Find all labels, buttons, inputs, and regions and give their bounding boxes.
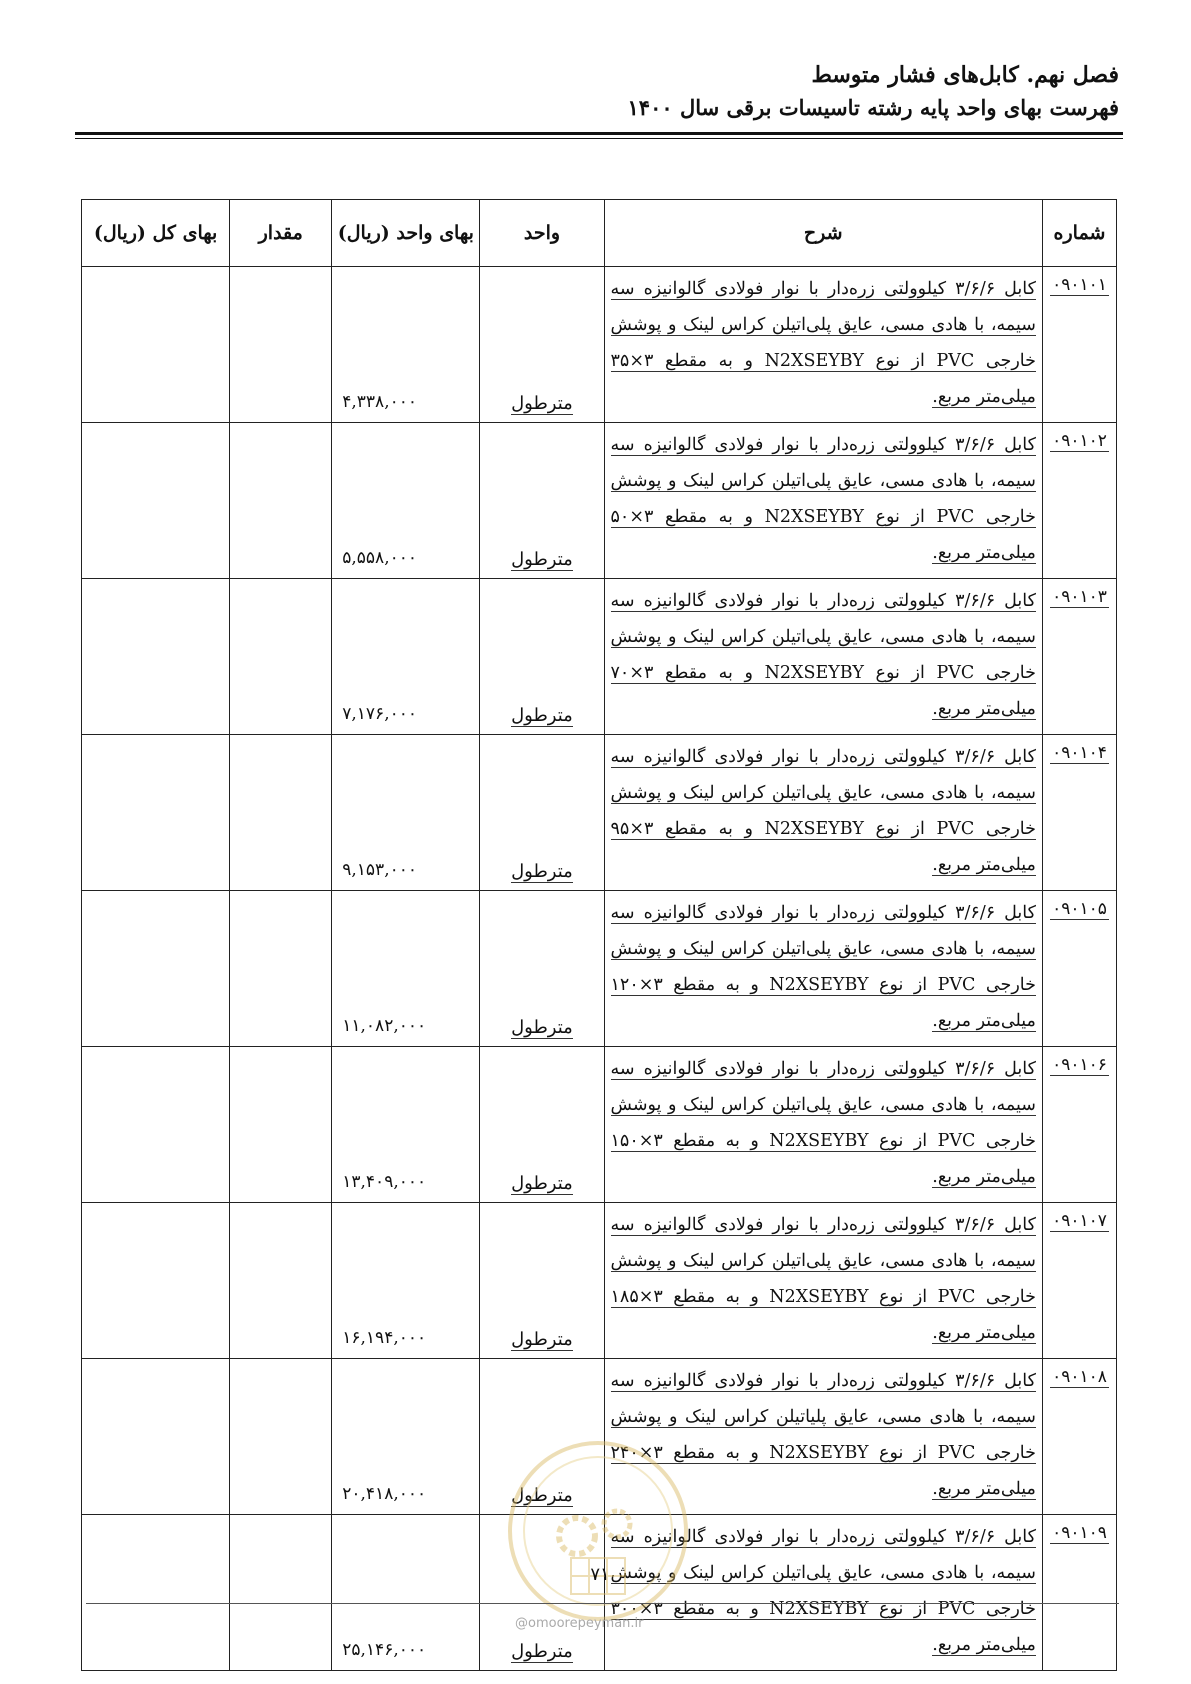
item-unit — [480, 579, 604, 735]
item-unit-price: ۱۳,۴۰۹,۰۰۰ — [332, 1047, 480, 1203]
item-unit — [480, 1047, 604, 1203]
item-quantity — [230, 579, 332, 735]
item-quantity — [230, 891, 332, 1047]
item-number-text: ۰۹۰۱۰۹ — [1052, 1523, 1107, 1543]
item-quantity — [230, 1359, 332, 1515]
item-number — [1042, 735, 1116, 891]
item-description — [604, 1203, 1042, 1359]
item-number-text: ۰۹۰۱۰۷ — [1052, 1211, 1107, 1231]
item-quantity — [230, 735, 332, 891]
item-unit-text: مترطول — [511, 1485, 573, 1506]
item-unit-text: مترطول — [511, 1641, 573, 1662]
item-number — [1042, 267, 1116, 423]
table-row — [82, 1203, 1117, 1359]
item-unit — [480, 891, 604, 1047]
item-number — [1042, 579, 1116, 735]
table-row — [82, 423, 1117, 579]
item-total-price — [82, 735, 230, 891]
table-row — [82, 1047, 1117, 1203]
col-header-total-price: بهای کل (ریال) — [82, 200, 230, 267]
item-total-price — [82, 579, 230, 735]
table-row — [82, 891, 1117, 1047]
item-unit-price: ۷,۱۷۶,۰۰۰ — [332, 579, 480, 735]
item-unit-text: مترطول — [511, 1017, 573, 1038]
document-subtitle: فهرست بهای واحد پایه رشته تاسیسات برقی سال ۱۴۰۰ — [627, 95, 1119, 120]
item-unit — [480, 267, 604, 423]
item-number-text: ۰۹۰۱۰۵ — [1052, 899, 1107, 919]
item-number-text: ۰۹۰۱۰۶ — [1052, 1055, 1107, 1075]
item-unit — [480, 735, 604, 891]
table-header-row — [82, 200, 1117, 267]
col-header-unit-price: بهای واحد (ریال) — [332, 200, 480, 267]
item-description-text: کابل ۳/۶/۶ کیلوولتی زره‌دار با نوار فولادی گالوانیزه سه سیمه، با هادی مسی، عایق پلیاتیلن کراس لینک و پوشش خارجی PVC از نوع N2XSEYBY و به مقطع ۳×۲۴۰ میلی‌متر مربع. — [610, 1371, 1036, 1499]
item-unit-text: مترطول — [511, 1173, 573, 1194]
item-number-text: ۰۹۰۱۰۴ — [1052, 743, 1107, 763]
item-unit-price: ۲۰,۴۱۸,۰۰۰ — [332, 1359, 480, 1515]
table-row — [82, 267, 1117, 423]
item-total-price — [82, 891, 230, 1047]
item-number-text: ۰۹۰۱۰۸ — [1052, 1367, 1107, 1387]
item-description — [604, 267, 1042, 423]
item-total-price — [82, 1047, 230, 1203]
item-quantity — [230, 1515, 332, 1671]
item-description-text: کابل ۳/۶/۶ کیلوولتی زره‌دار با نوار فولادی گالوانیزه سه سیمه، با هادی مسی، عایق پلی‌اتیلن کراس لینک و پوشش خارجی PVC از نوع N2XSEYBY و به مقطع ۳×۳۵ میلی‌متر مربع. — [610, 279, 1036, 407]
item-number-text: ۰۹۰۱۰۱ — [1052, 275, 1107, 295]
col-header-quantity: مقدار — [230, 200, 332, 267]
item-unit-price: ۲۵,۱۴۶,۰۰۰ — [332, 1515, 480, 1671]
item-description-text: کابل ۳/۶/۶ کیلوولتی زره‌دار با نوار فولادی گالوانیزه سه سیمه، با هادی مسی، عایق پلی‌اتیلن کراس لینک و پوشش خارجی PVC از نوع N2XSEYBY و به مقطع ۳×۱۲۰ میلی‌متر مربع. — [610, 903, 1036, 1031]
item-unit-price: ۹,۱۵۳,۰۰۰ — [332, 735, 480, 891]
item-total-price — [82, 1359, 230, 1515]
item-description — [604, 423, 1042, 579]
item-total-price — [82, 267, 230, 423]
header-rule-thick — [75, 132, 1123, 135]
table-row — [82, 735, 1117, 891]
item-description-text: کابل ۳/۶/۶ کیلوولتی زره‌دار با نوار فولادی گالوانیزه سه سیمه، با هادی مسی، عایق پلی‌اتیلن کراس لینک و پوشش خارجی PVC از نوع N2XSEYBY و به مقطع ۳×۷۰ میلی‌متر مربع. — [610, 591, 1036, 719]
chapter-title: فصل نهم. کابل‌های فشار متوسط — [811, 62, 1119, 88]
item-description-text: کابل ۳/۶/۶ کیلوولتی زره‌دار با نوار فولادی گالوانیزه سه سیمه، با هادی مسی، عایق پلی‌اتیلن کراس لینک و پوشش خارجی PVC از نوع N2XSEYBY و به مقطع ۳×۱۸۵ میلی‌متر مربع. — [610, 1215, 1036, 1343]
item-description-text: کابل ۳/۶/۶ کیلوولتی زره‌دار با نوار فولادی گالوانیزه سه سیمه، با هادی مسی، عایق پلی‌اتیلن کراس لینک و پوشش خارجی PVC از نوع N2XSEYBY و به مقطع ۳×۵۰ میلی‌متر مربع. — [610, 435, 1036, 563]
item-unit-price: ۴,۳۳۸,۰۰۰ — [332, 267, 480, 423]
item-total-price — [82, 1203, 230, 1359]
item-description-text: کابل ۳/۶/۶ کیلوولتی زره‌دار با نوار فولادی گالوانیزه سه سیمه، با هادی مسی، عایق پلی‌اتیلن کراس لینک و پوشش خارجی PVC از نوع N2XSEYBY و به مقطع ۳×۹۵ میلی‌متر مربع. — [610, 747, 1036, 875]
item-number — [1042, 1203, 1116, 1359]
item-unit — [480, 1203, 604, 1359]
item-description-text: کابل ۳/۶/۶ کیلوولتی زره‌دار با نوار فولادی گالوانیزه سه سیمه، با هادی مسی، عایق پلی‌اتیلن کراس لینک و پوشش خارجی PVC از نوع N2XSEYBY و به مقطع ۳×۳۰۰ میلی‌متر مربع. — [610, 1527, 1036, 1655]
item-quantity — [230, 423, 332, 579]
item-total-price — [82, 423, 230, 579]
header-rule-thin — [75, 138, 1123, 139]
item-number — [1042, 423, 1116, 579]
item-quantity — [230, 1203, 332, 1359]
item-description-text: کابل ۳/۶/۶ کیلوولتی زره‌دار با نوار فولادی گالوانیزه سه سیمه، با هادی مسی، عایق پلی‌اتیلن کراس لینک و پوشش خارجی PVC از نوع N2XSEYBY و به مقطع ۳×۱۵۰ میلی‌متر مربع. — [610, 1059, 1036, 1187]
item-unit — [480, 423, 604, 579]
page-number: ۷۱ — [590, 1564, 610, 1585]
item-quantity — [230, 1047, 332, 1203]
item-description — [604, 735, 1042, 891]
footer-rule — [86, 1603, 1119, 1604]
item-number — [1042, 1515, 1116, 1671]
item-unit-price: ۱۱,۰۸۲,۰۰۰ — [332, 891, 480, 1047]
watermark-seal-icon — [505, 1438, 691, 1624]
item-description — [604, 579, 1042, 735]
item-number-text: ۰۹۰۱۰۲ — [1052, 431, 1107, 451]
item-total-price — [82, 1515, 230, 1671]
col-header-unit: واحد — [480, 200, 604, 267]
item-unit-text: مترطول — [511, 861, 573, 882]
col-header-description: شرح — [604, 200, 1042, 267]
item-unit-price: ۵,۵۵۸,۰۰۰ — [332, 423, 480, 579]
item-number — [1042, 1047, 1116, 1203]
col-header-number: شماره — [1042, 200, 1116, 267]
item-unit-text: مترطول — [511, 1329, 573, 1350]
page-header — [628, 58, 1119, 124]
item-number — [1042, 1359, 1116, 1515]
watermark-site: @omoorepeyman.ir — [515, 1616, 644, 1631]
item-description — [604, 1047, 1042, 1203]
item-unit-text: مترطول — [511, 549, 573, 570]
table-row — [82, 579, 1117, 735]
item-quantity — [230, 267, 332, 423]
item-unit-price: ۱۶,۱۹۴,۰۰۰ — [332, 1203, 480, 1359]
item-unit-text: مترطول — [511, 393, 573, 414]
item-description — [604, 891, 1042, 1047]
item-unit-text: مترطول — [511, 705, 573, 726]
item-number-text: ۰۹۰۱۰۳ — [1052, 587, 1107, 607]
item-number — [1042, 891, 1116, 1047]
